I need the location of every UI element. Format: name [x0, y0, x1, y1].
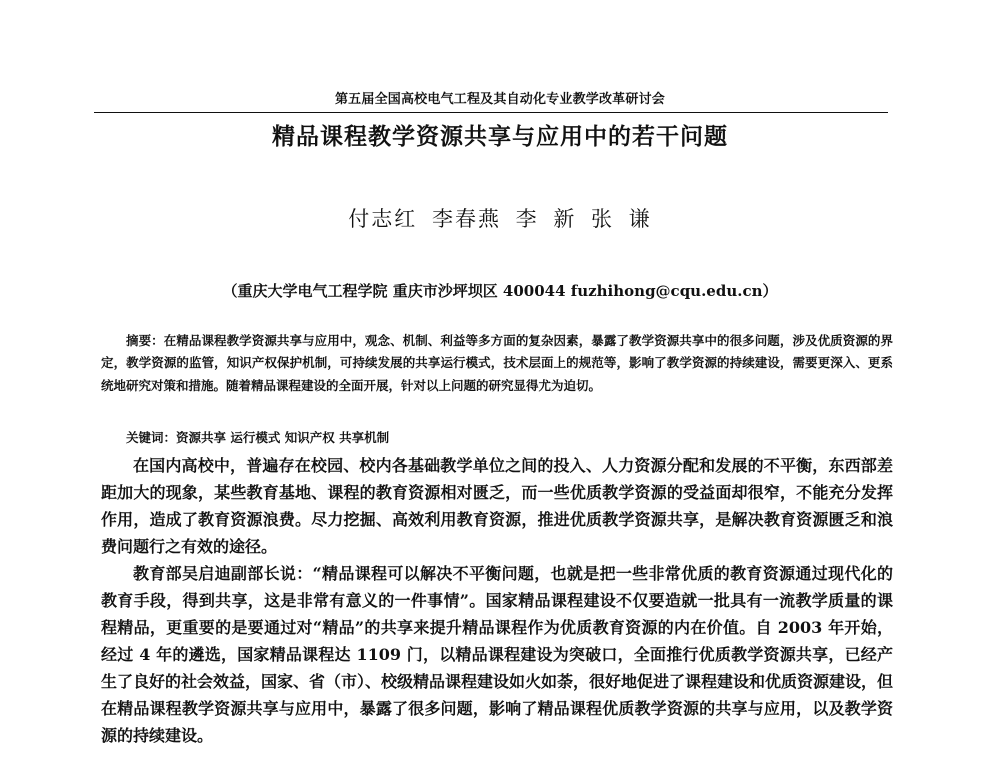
keywords — [101, 428, 893, 446]
paper-title: 精品课程教学资源共享与应用中的若干问题 — [272, 124, 728, 150]
paper-affiliation: （重庆大学电气工程学院 重庆市沙坪坝区 400044 fuzhihong@cqu.edu.cn） — [222, 282, 778, 300]
body-paragraph: 在国内高校中，普遍存在校园、校内各基础教学单位之间的投入、人力资源分配和发展的不平衡，东西部差距加大的现象，某些教育基地、课程的教育资源相对匮乏，而一些优质教学资源的受益面却很窄，不能充分发挥作用，造成了教育资源浪费。尽力挖掘、高效利用教育资源，推进优质教学资源共享，是解决教育资源匮乏和浪费问题行之有效的途径。 — [101, 456, 893, 556]
abstract-label: 摘要： — [126, 333, 164, 348]
body-paragraph: 教育部吴启迪副部长说：“精品课程可以解决不平衡问题，也就是把一些非常优质的教育资源通过现代化的教育手段，得到共享，这是非常有意义的一件事情”。国家精品课程建设不仅要造就一批具有一流教学质量的课程精品，更重要的是要通过对“精品”的共享来提升精品课程作为优质教育资源的内在价值。自 2003 年开始，经过 4 年的遴选，国家精品课程达 1109 门，以精品课程建设为突破口，全面推行优质教学资源共享，已经产生了良好的社会效益，国家、省（市）、校级精品课程建设如火如荼，很好地促进了课程建设和优质资源建设，但在精品课程教学资源共享与应用中，暴露了很多问题，影响了精品课程优质教学资源的共享与应用，以及教学资源的持续建设。 — [101, 564, 894, 745]
abstract-text: 在精品课程教学资源共享与应用中，观念、机制、利益等多方面的复杂因素，暴露了教学资源共享中的很多问题，涉及优质资源的界定，教学资源的监管，知识产权保护机制，可持续发展的共享运行模式，技术层面上的规范等，影响了教学资源的持续建设，需要更深入、更系统地研究对策和措施。随着精品课程建设的全面开展，针对以上问题的研究显得尤为迫切。 — [101, 333, 893, 393]
abstract — [101, 330, 893, 397]
body-text — [101, 452, 893, 749]
keywords-text: 资源共享 运行模式 知识产权 共享机制 — [176, 430, 390, 445]
keywords-label: 关键词： — [126, 430, 177, 445]
header-rule — [94, 112, 888, 113]
paper-authors: 付志红 李春燕 李 新 张 谦 — [348, 207, 652, 231]
conference-header: 第五届全国高校电气工程及其自动化专业教学改革研讨会 — [334, 92, 665, 107]
